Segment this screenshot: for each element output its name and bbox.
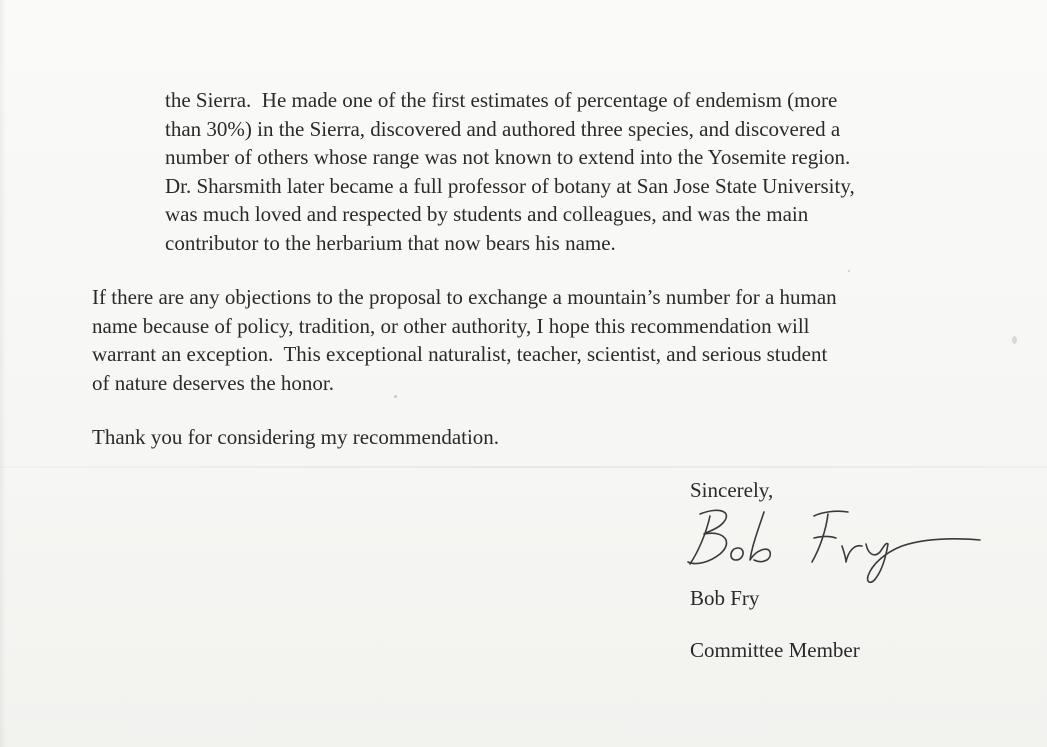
text-line: warrant an exception. This exceptional naturalist, teacher, scientist, and serious student — [92, 342, 828, 367]
signer-title: Committee Member — [690, 638, 860, 662]
text-line: contributor to the herbarium that now bears his name. — [165, 230, 616, 255]
handwritten-signature — [676, 494, 986, 594]
text-line: number of others whose range was not known to extend into the Yosemite region. — [165, 145, 851, 170]
paper-speck — [394, 395, 397, 398]
paper-speck — [1012, 336, 1017, 344]
text-line: If there are any objections to the proposal to exchange a mountain’s number for a human — [92, 285, 837, 309]
text-line: Dr. Sharsmith later became a full professor of botany at San Jose State University, — [165, 173, 855, 198]
text-line: than 30%) in the Sierra, discovered and authored three species, and discovered a — [165, 116, 841, 141]
paragraph-objection — [92, 283, 837, 397]
text-line: was much loved and respected by students and colleagues, and was the main — [165, 202, 809, 227]
page-edge-shadow — [0, 0, 6, 747]
paper-speck — [848, 270, 850, 272]
text-line: the Sierra. He made one of the first estimates of percentage of endemism (more — [165, 88, 838, 112]
closing-salutation: Sincerely, — [690, 478, 774, 502]
text-line: of nature deserves the honor. — [92, 370, 335, 395]
paragraph-continued — [165, 86, 855, 258]
signer-name: Bob Fry — [690, 586, 760, 610]
paragraph-thanks: Thank you for considering my recommendation. — [92, 425, 500, 449]
paper-fold-line — [0, 466, 1047, 468]
text-line: name because of policy, tradition, or other authority, I hope this recommendation will — [92, 313, 810, 338]
